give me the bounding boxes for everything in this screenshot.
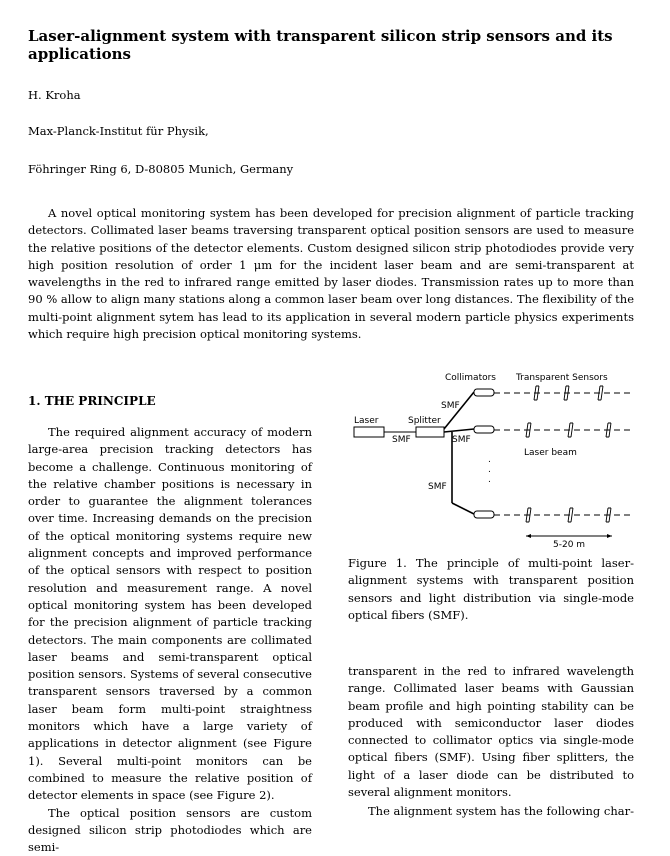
label-smf-lower: SMF	[428, 482, 447, 492]
section-heading: 1. THE PRINCIPLE	[28, 394, 156, 408]
label-splitter: Splitter	[408, 416, 441, 426]
left-column	[28, 424, 312, 856]
author: H. Kroha	[28, 88, 81, 102]
fiber-lower	[452, 503, 474, 514]
right-paragraph-2: The alignment system has the following char-	[368, 804, 634, 819]
label-transparent-sensors: Transparent Sensors	[516, 373, 608, 383]
label-laser: Laser	[354, 416, 379, 426]
figure-caption: Figure 1. The principle of multi-point laser-alignment systems with transparent position sensors and light distribution via single-mode optical fibers (SMF).	[348, 556, 634, 622]
label-distance: 5-20 m	[553, 540, 586, 550]
paper-title: Laser-alignment system with transparent silicon strip sensors and its applications	[28, 27, 613, 63]
address: Föhringer Ring 6, D-80805 Munich, Germany	[28, 162, 294, 176]
fiber-middle	[444, 429, 474, 432]
collimator-lower	[474, 511, 494, 518]
laser-alignment-diagram	[348, 368, 638, 558]
ellipsis-dot: .	[488, 455, 491, 465]
collimator-upper	[474, 389, 494, 396]
collimator-middle	[474, 426, 494, 433]
section1-paragraph-1: The required alignment accuracy of modern large-area precision tracking detectors has become a challenge. Continuous monitoring of the relative chamber positions is necessary in order to guarantee the alignment tolerances over time. Increasing demands on the precision of the optical monitoring systems require new alignment concepts and improved performance of the optical sensors with respect to position resolution and measurement range. A novel optical monitoring system has been developed for the precision alignment of particle tracking detectors. The main components are collimated laser beams and semi-transparent optical position sensors. Systems of several consecutive transparent sensors traversed by a common laser beam form multi-point straightness monitors which have a large variety of applications in detector alignment (see Figure 1). Several multi-point monitors can be combined to measure the relative position of detector elements in space (see Figure 2).	[28, 425, 312, 803]
label-smf-upper: SMF	[441, 401, 460, 411]
figure-1	[348, 368, 638, 558]
section1-paragraph-2: The optical position sensors are custom designed silicon strip photodiodes which are semi-	[28, 805, 312, 855]
ellipsis-dot: .	[488, 475, 491, 485]
right-column	[348, 663, 634, 821]
laser-box	[354, 427, 384, 437]
label-laser-beam: Laser beam	[524, 448, 577, 458]
splitter-box	[416, 427, 444, 437]
abstract: A novel optical monitoring system has been developed for precision alignment of particle tracking detectors. Collimated laser beams traversing transparent optical position sensors are used to measure the relative positions of the detector elements. Custom designed silicon strip photodiodes provide very high position resolution of order 1 μm for the incident laser beam and are semi-transparent at wavelengths in the red to infrared range emitted by laser diodes. Transmission rates up to more than 90 % allow to align many stations along a common laser beam over long distances. The flexibility of the multi-point alignment sytem has lead to its application in several modern particle physics experiments which require high precision optical monitoring systems.	[28, 206, 634, 342]
sensor	[598, 386, 603, 400]
right-paragraph-1: transparent in the red to infrared wavelength range. Collimated laser beams with Gaussian beam profile and high pointing stability can be produced with semiconductor laser diodes connected to collimator optics via single-mode optical fibers (SMF). Using fiber splitters, the light of a laser diode can be distributed to several alignment monitors.	[348, 664, 634, 800]
affiliation: Max-Planck-Institut für Physik,	[28, 124, 209, 138]
label-smf-middle: SMF	[452, 435, 471, 445]
ellipsis-dot: .	[488, 465, 491, 475]
sensor	[568, 423, 573, 437]
label-collimators: Collimators	[445, 373, 496, 383]
label-smf-laser: SMF	[392, 435, 411, 445]
sensor	[568, 508, 573, 522]
